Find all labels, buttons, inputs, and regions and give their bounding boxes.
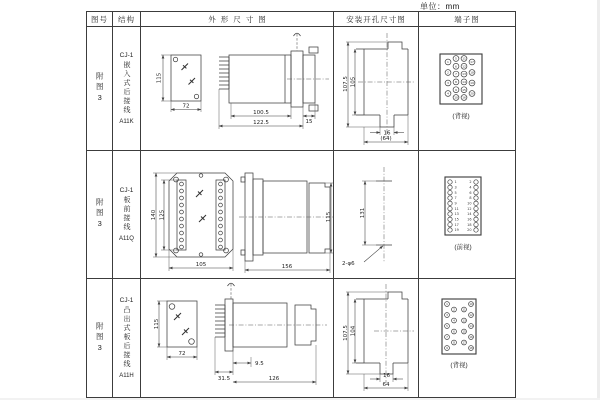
svg-text:10: 10	[469, 302, 473, 306]
figure-no-cell-row2	[87, 151, 113, 279]
front-view-a11q	[169, 173, 233, 257]
svg-text:13: 13	[462, 318, 466, 323]
mount-type-row2: 板前接线	[123, 196, 130, 232]
svg-text:15: 15	[462, 329, 466, 334]
svg-text:5: 5	[455, 56, 457, 61]
terminal-view-label-row3: (背视)	[450, 362, 468, 369]
dim-side-length-a11q: 156	[281, 264, 293, 270]
svg-text:12: 12	[462, 64, 466, 69]
svg-text:14: 14	[469, 324, 473, 328]
terminal-cell-row1	[419, 27, 515, 151]
svg-text:3: 3	[446, 313, 448, 317]
structure-cell-row2	[113, 151, 141, 279]
svg-text:17: 17	[470, 60, 474, 65]
outline-cell-row1	[141, 27, 334, 151]
terminal-view-label-row1: (背视)	[452, 113, 470, 120]
svg-text:19: 19	[470, 81, 474, 86]
dim-cutout-houter-a11k: 107.5	[343, 76, 349, 92]
svg-text:18: 18	[470, 70, 474, 75]
svg-text:9: 9	[455, 87, 457, 92]
svg-text:13: 13	[462, 72, 466, 77]
dim-flange-a11k: 15	[305, 119, 313, 125]
svg-text:12: 12	[469, 313, 473, 317]
install-dims-a11h	[343, 292, 408, 391]
svg-text:11: 11	[462, 56, 466, 61]
dim-front-height-a11h: 115	[154, 318, 161, 330]
svg-text:10: 10	[467, 201, 472, 206]
structure-cell-row1	[113, 27, 141, 151]
terminal-grid-a11k	[445, 56, 475, 101]
dim-front-width-a11h: 72	[178, 351, 186, 357]
dim-cutout-hinner-a11h: 104	[350, 325, 357, 337]
front-dims-a11q	[151, 173, 233, 271]
svg-text:11: 11	[454, 206, 459, 211]
svg-text:2: 2	[469, 180, 472, 185]
svg-text:3: 3	[447, 81, 449, 86]
svg-text:14: 14	[462, 80, 466, 84]
svg-text:5: 5	[454, 190, 457, 195]
outline-drawing-a11q	[141, 151, 334, 279]
dim-overall-length-a11h: 126	[268, 376, 280, 382]
svg-text:8: 8	[453, 340, 455, 345]
header-terminal: 端子图	[419, 12, 515, 27]
svg-text:8: 8	[455, 80, 457, 84]
svg-text:18: 18	[469, 346, 473, 350]
dim-cutout-hinner-a11k: 105	[350, 76, 357, 88]
svg-text:15: 15	[454, 217, 459, 222]
svg-text:11: 11	[462, 307, 466, 312]
dim-cutout-width-a11k: (64)	[380, 136, 392, 142]
figure-no-cell-row3	[87, 279, 113, 397]
terminal-cell-row3	[419, 279, 515, 397]
svg-text:17: 17	[454, 222, 459, 227]
figure-no-row3: 附图3	[95, 321, 105, 355]
dim-cutout-width-a11h: 64	[382, 382, 390, 388]
mount-type-row1: 嵌入式后接线	[123, 61, 130, 115]
mount-type-row3: 凸出式板后接线	[123, 306, 130, 369]
header-outline: 外形尺寸图	[141, 12, 334, 27]
svg-text:1: 1	[454, 180, 457, 185]
dim-side-height-a11q: 115	[326, 211, 332, 223]
install-drawing-a11q	[334, 151, 419, 279]
dim-pin-length-a11h: 9.5	[255, 361, 264, 367]
hole-label-a11q: 2-φ6	[342, 261, 355, 267]
svg-text:12: 12	[467, 206, 472, 211]
install-dims-a11k	[343, 42, 408, 145]
side-view-a11q	[239, 173, 333, 261]
side-dims-a11h	[215, 337, 316, 385]
terminal-grid-a11h	[445, 302, 474, 351]
svg-text:7: 7	[454, 196, 457, 201]
dim-notch-a11h: 16	[383, 373, 390, 379]
svg-text:1: 1	[446, 302, 448, 306]
svg-text:4: 4	[447, 91, 449, 96]
svg-text:2: 2	[453, 307, 455, 312]
outline-drawing-a11h	[141, 279, 334, 397]
model-row2: A11Q	[119, 236, 134, 242]
svg-text:17: 17	[462, 340, 466, 345]
terminal-grid-a11q	[448, 180, 478, 232]
outline-drawing-a11k	[141, 27, 334, 151]
terminal-cell-row2	[419, 151, 515, 279]
install-cell-row3	[334, 279, 419, 397]
spec-table	[86, 11, 516, 398]
svg-text:2: 2	[447, 70, 449, 75]
side-view-a11h	[215, 283, 327, 351]
series-row2: CJ-1	[119, 187, 134, 194]
svg-text:9: 9	[454, 201, 457, 206]
install-drawing-a11h	[334, 279, 419, 397]
svg-text:16: 16	[462, 95, 466, 100]
unit-label: 单位：mm	[420, 2, 460, 11]
install-cell-row1	[334, 27, 419, 151]
svg-text:7: 7	[455, 72, 457, 77]
svg-text:20: 20	[467, 228, 472, 233]
cutout-profile-a11h	[356, 292, 408, 374]
svg-text:15: 15	[462, 87, 466, 92]
svg-text:18: 18	[467, 222, 472, 227]
series-row1: CJ-1	[119, 52, 134, 59]
svg-text:1: 1	[447, 60, 449, 65]
figure-no-cell-row1	[87, 27, 113, 151]
dim-front-height-a11k: 115	[156, 72, 163, 84]
terminal-case-a11q	[445, 177, 481, 235]
dim-fin-length-a11h: 31.5	[217, 376, 231, 382]
front-view-a11k	[171, 55, 201, 101]
side-view-a11k	[219, 33, 329, 111]
dim-front-hinner-a11q: 125	[159, 209, 166, 221]
svg-text:9: 9	[446, 346, 448, 350]
svg-text:13: 13	[454, 212, 459, 217]
structure-cell-row3	[113, 279, 141, 397]
terminal-drawing-a11h	[419, 279, 515, 397]
svg-text:16: 16	[467, 217, 472, 222]
series-row3: CJ-1	[119, 297, 134, 304]
svg-text:6: 6	[455, 64, 457, 69]
dim-front-width-a11k: 72	[182, 103, 190, 110]
front-dims-a11h	[154, 301, 197, 360]
install-drawing-a11k	[334, 27, 419, 151]
dim-front-width-a11q: 105	[195, 262, 207, 268]
svg-text:6: 6	[469, 190, 472, 195]
outline-cell-row3	[141, 279, 334, 397]
cutout-profile-a11k	[356, 42, 408, 127]
outline-cell-row2	[141, 151, 334, 279]
svg-text:4: 4	[453, 318, 455, 323]
svg-text:8: 8	[469, 196, 472, 201]
terminal-drawing-a11k	[419, 27, 515, 151]
svg-text:14: 14	[467, 212, 472, 217]
install-dims-a11q	[342, 181, 383, 267]
header-structure: 结构	[113, 12, 141, 27]
svg-text:10: 10	[454, 95, 458, 100]
model-row3: A11H	[119, 373, 134, 379]
dim-cutout-houter-a11h: 107.5	[343, 325, 349, 341]
svg-text:4: 4	[469, 185, 472, 190]
figure-no-row2: 附图3	[95, 198, 105, 231]
svg-text:19: 19	[454, 228, 459, 233]
svg-text:3: 3	[454, 185, 457, 190]
figure-no-row1: 附图3	[95, 72, 105, 105]
dim-overall-length-a11k: 122.5	[253, 120, 269, 126]
svg-text:7: 7	[446, 335, 448, 339]
dim-notch-a11k: 16	[383, 130, 391, 137]
svg-text:16: 16	[469, 335, 473, 339]
dim-body-length-a11k: 100.5	[253, 110, 269, 116]
svg-text:5: 5	[446, 324, 448, 328]
svg-text:6: 6	[453, 329, 455, 334]
side-dims-a11k	[219, 89, 315, 129]
svg-text:20: 20	[470, 91, 474, 96]
dim-front-houter-a11q: 140	[151, 209, 158, 221]
header-install: 安装开孔尺寸图	[334, 12, 419, 27]
install-cell-row2	[334, 151, 419, 279]
terminal-drawing-a11q	[419, 151, 515, 279]
front-view-a11h	[167, 301, 197, 347]
terminal-view-label-row2: (前视)	[454, 244, 472, 251]
side-dims-a11q	[245, 183, 333, 273]
header-figure: 图号	[87, 12, 113, 27]
front-dims-a11k	[157, 55, 202, 112]
dim-hole-dist-a11q: 131	[360, 207, 366, 219]
model-row1: A11K	[119, 119, 134, 125]
